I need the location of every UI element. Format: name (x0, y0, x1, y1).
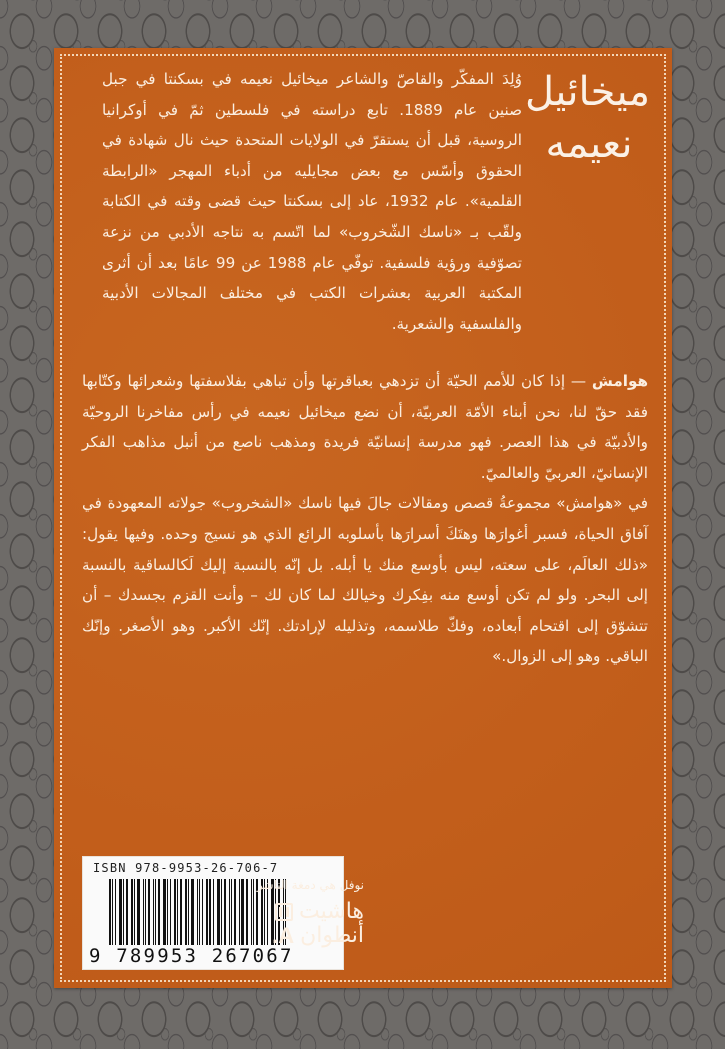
barcode-bar (153, 879, 154, 945)
barcode-bar (206, 879, 208, 945)
barcode-bar (197, 879, 198, 945)
publisher-name-row-1 (254, 900, 364, 924)
hachette-logo-icon (275, 903, 293, 921)
barcode-bar (191, 879, 194, 945)
book-synopsis (82, 366, 648, 672)
isbn-label: ISBN 978-9953-26-706-7 (93, 861, 279, 875)
barcode-bar (134, 879, 135, 945)
author-first-name: ميخائيل (525, 69, 650, 115)
barcode-bar (213, 879, 214, 945)
barcode-bar (131, 879, 133, 945)
barcode-bar (202, 879, 203, 945)
barcode-bar (199, 879, 200, 945)
barcode-bar (229, 879, 230, 945)
barcode-bar (174, 879, 176, 945)
barcode-bar (231, 879, 232, 945)
barcode-bar (115, 879, 116, 945)
publisher-block (254, 878, 364, 948)
barcode-bar (241, 879, 244, 945)
barcode-bar (188, 879, 189, 945)
book-author-title (525, 66, 650, 170)
barcode-bar (119, 879, 122, 945)
barcode-bar (177, 879, 178, 945)
barcode-number: 9 789953 267067 (89, 945, 294, 967)
barcode-bar (109, 879, 111, 945)
barcode-bar (123, 879, 124, 945)
barcode-bar (209, 879, 211, 945)
barcode-bar (234, 879, 236, 945)
publisher-note: نوفل هي دمغة الناشر (256, 878, 364, 892)
barcode-bar (167, 879, 168, 945)
barcode-bar (246, 879, 248, 945)
barcode-bar (145, 879, 146, 945)
antoine-logo-icon: A. (272, 923, 295, 948)
barcode-bar (180, 879, 182, 945)
cover-panel (54, 48, 672, 988)
barcode-bar (217, 879, 220, 945)
barcode-bar (185, 879, 187, 945)
synopsis-lead-word: هوامش (591, 372, 649, 390)
barcode-bar (126, 879, 128, 945)
barcode-bar (239, 879, 240, 945)
barcode-bar (148, 879, 150, 945)
author-bio (102, 64, 522, 339)
author-last-name: نعيمه (545, 121, 633, 167)
publisher-name-row-2 (254, 924, 364, 948)
barcode-bar (137, 879, 140, 945)
synopsis-dash: — (565, 372, 592, 390)
barcode-bar (170, 879, 171, 945)
synopsis-text-1: إذا كان للأمم الحيّة أن تزدهي بعباقرتها وأن تباهي بفلاسفتها وشعرائها وكتّابها فقد حقّ لنا، نحن أبناء الأمّة العربيّة، أن نضع ميخائيل نعيمه في رأس مفاخرنا الروحيّة والأدبيّة في هذا العصر. فهو مدرسة إنسانيّة فريدة ومذهب ناصع من أنبل مذاهب الفكر الإنسانيّ، العربيّ والعالميّ. (82, 372, 648, 482)
barcode-bar (251, 879, 252, 945)
barcode-bar (163, 879, 166, 945)
barcode-bar (224, 879, 226, 945)
bio-paragraph: وُلِدَ المفكّر والقاصّ والشاعر ميخائيل نعيمه في بسكنتا في جبل صنين عام 1889. تابع دراسته في فلسطين ثمّ في أوكرانيا الروسية، قبل أن يستقرّ في الولايات المتحدة حيث نال شهادة في الحقوق وأسّس مع بعض مجايليه من أدباء المهجر «الرابطة القلمية». عام 1932، عاد إلى بسكنتا حيث قضى وقته في الكتابة ولقّب بـ «ناسك الشّخروب» لما اتّسم به نتاجه الأدبي من نزعة تصوّفية ورؤية فلسفية. توفّي عام 1988 عن 99 عامًا بعد أن أثرى المكتبة العربية بعشرات الكتب في مختلف المجالات الأدبية والفلسفية والشعرية. (102, 70, 523, 333)
publisher-name-2: أنطوان (300, 923, 364, 948)
barcode-bar (155, 879, 156, 945)
barcode-bar (112, 879, 113, 945)
barcode-bar (158, 879, 160, 945)
synopsis-paragraph-1 (82, 366, 648, 488)
barcode-bar (221, 879, 222, 945)
barcode-bar (143, 879, 144, 945)
publisher-name-1: هاشيت (299, 899, 364, 924)
synopsis-paragraph-2: في «هوامش» مجموعةُ قصص ومقالات جالَ فيها ناسك «الشخروب» جولاته المعهودة في آفاق الحياة، فسبر أغوارَها وهتَكَ أسرارَها بأسلوبه الرائع الذي هو نسيج وحده. وفيها يقول: «ذلك العالَم، على سعته، ليس بأوسع منك يا أبله. بل إنّه بالنسبة إليك لَكالساقية بالنسبة إلى البحر. ولو لم تكن أوسع منه بفِكرك وخيالك لما كان لك – وأنت القزم بجسدك – أن تتشوّق إلى اقتحام أبعاده، وفكّ طلاسمه، وتذليله لإرادتك. إنّك الأكبر. وهو الأصغر. وإنّك الباقي. وهو إلى الزوال.» (82, 494, 648, 666)
